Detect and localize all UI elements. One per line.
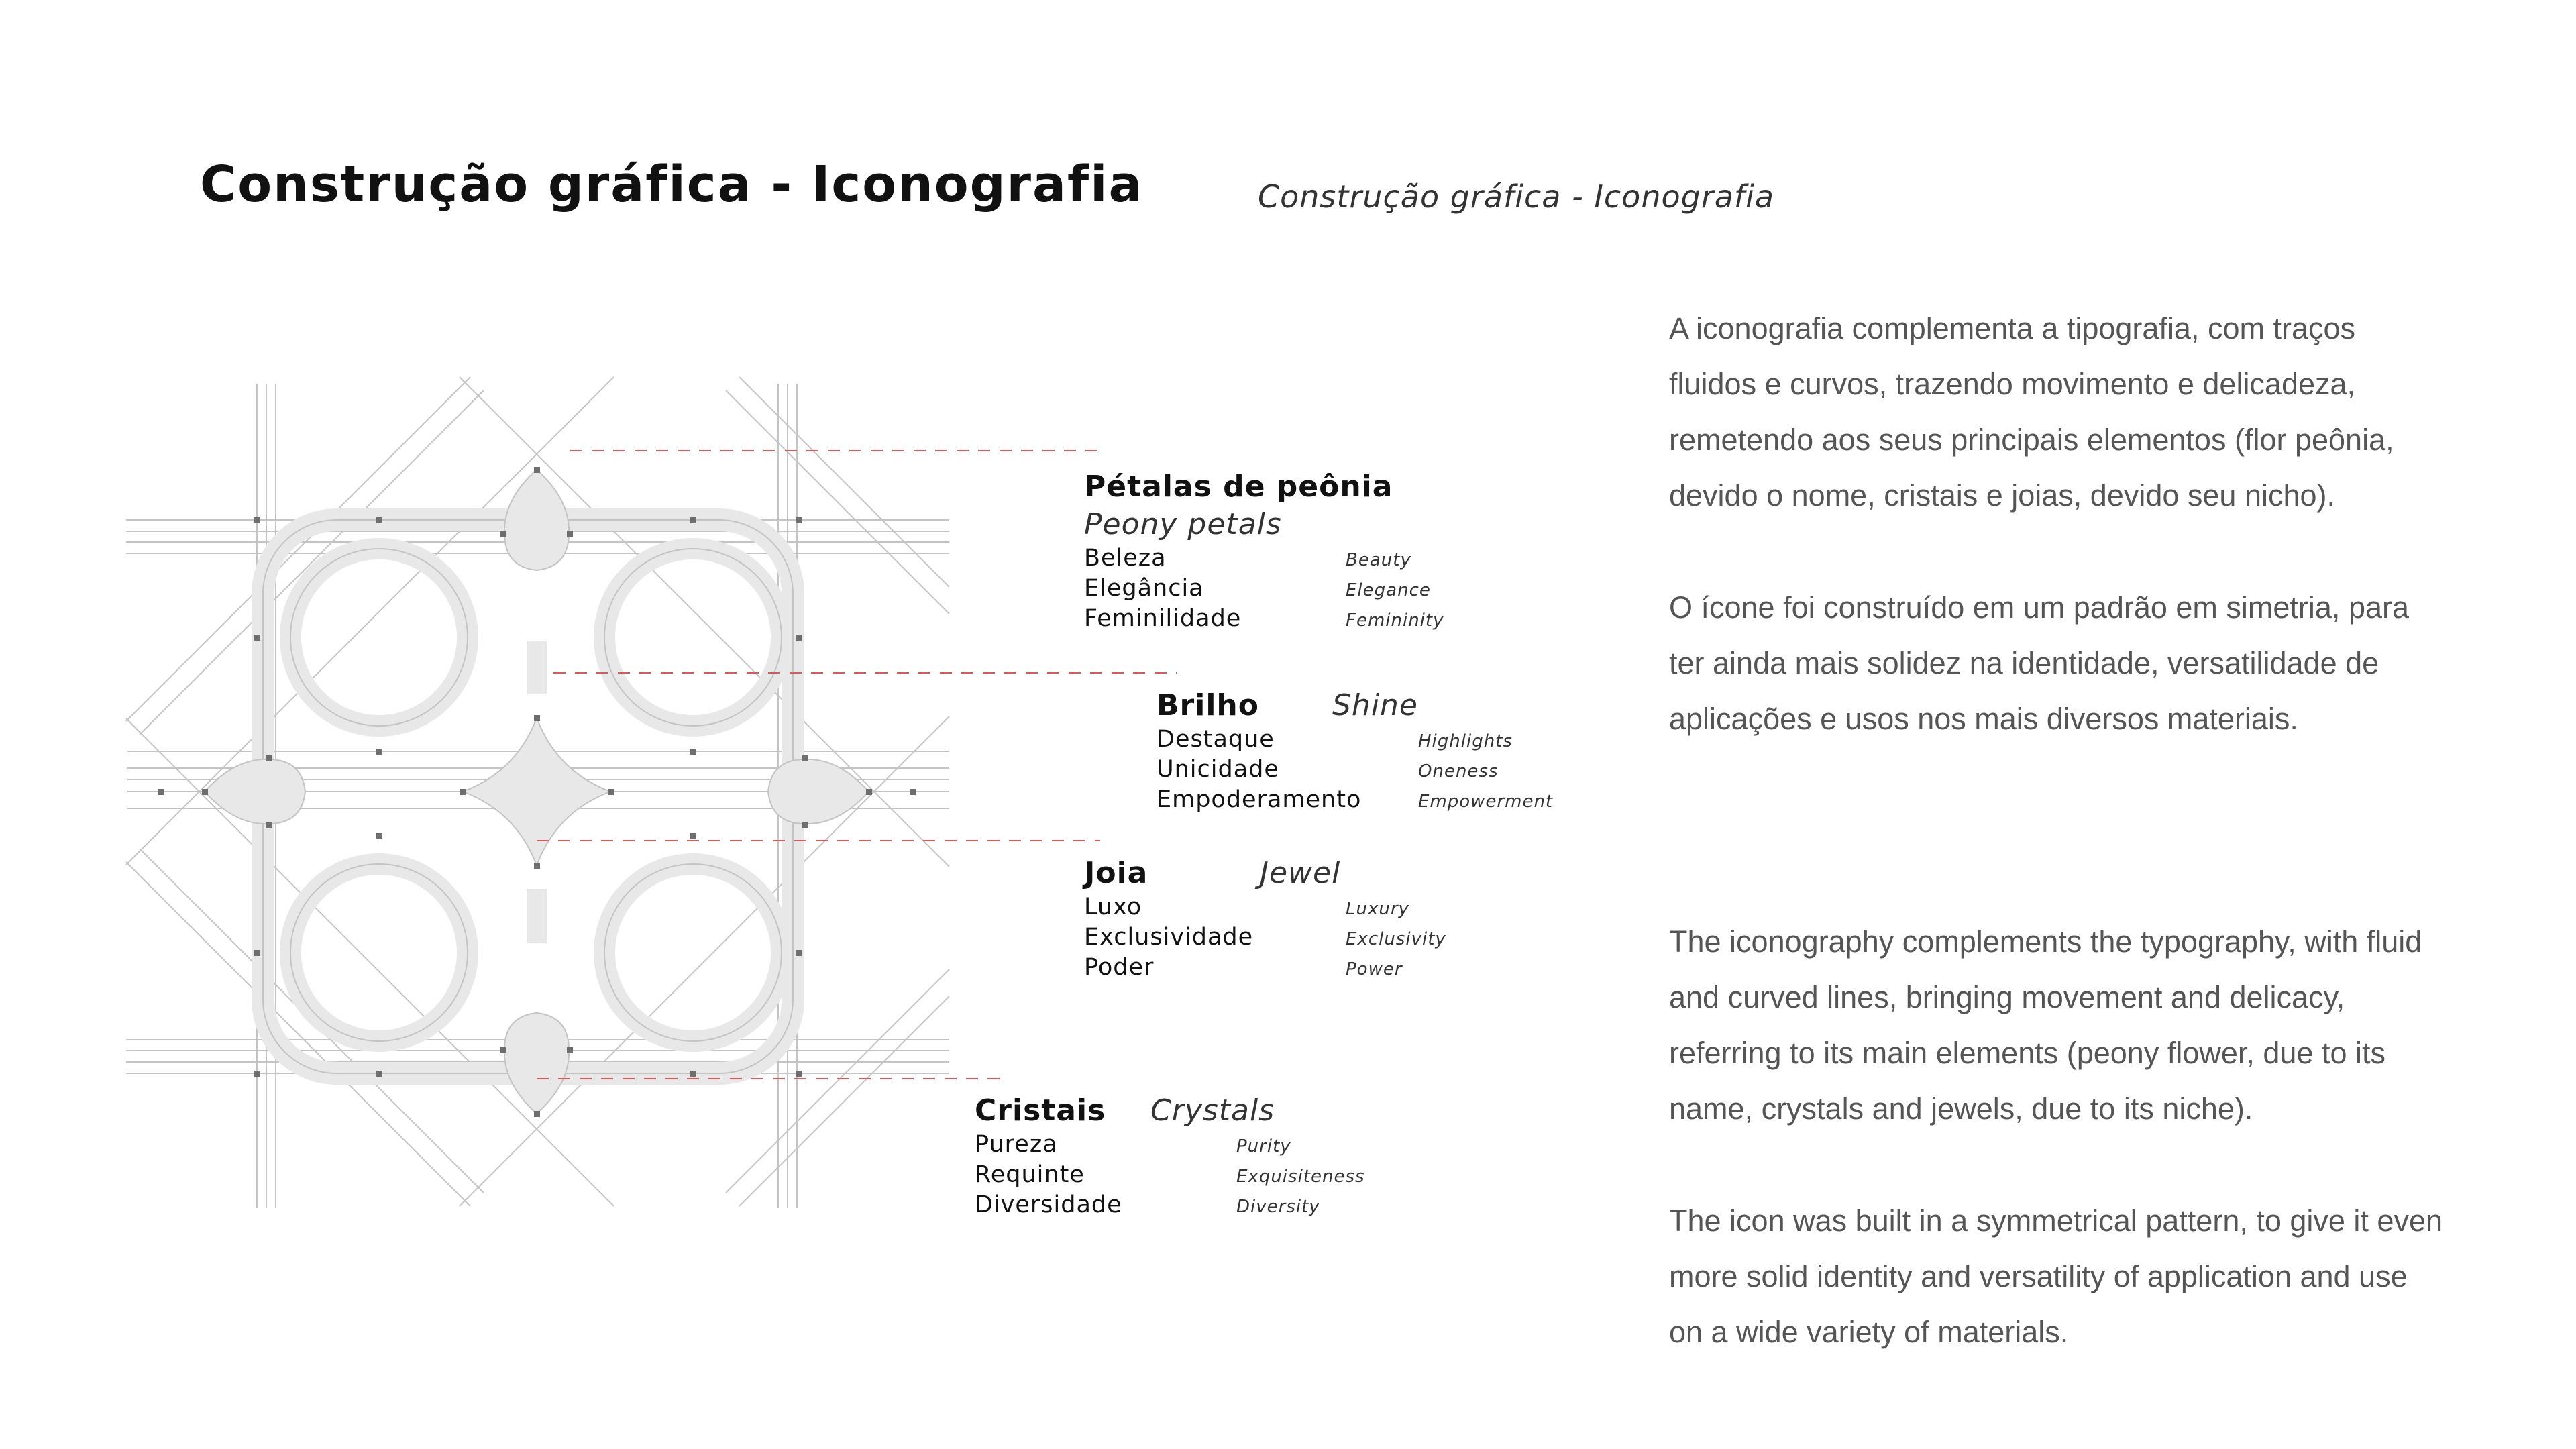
list-item — [1084, 894, 1446, 924]
annotation-title-en: Crystals — [1150, 1093, 1275, 1128]
annotation-title-pt: Joia — [1084, 856, 1148, 890]
guide-lines — [537, 451, 1177, 1079]
item-pt: Luxo — [1084, 894, 1142, 920]
list-item — [975, 1191, 1365, 1222]
list-item — [1157, 756, 1553, 786]
annotation-shine — [1157, 688, 1553, 816]
description-pt-1: A iconografia complementa a tipografia, com traços fluidos e curvos, trazendo movimento e delicadeza, remetendo aos seus principais elementos (flor peônia, devido o nome, cristais e joias, devido seu nicho). — [1669, 311, 2394, 513]
page-subtitle: Construção gráfica - Iconografia — [1258, 178, 1775, 215]
item-pt: Feminilidade — [1084, 605, 1242, 632]
annotation-title-pt: Cristais — [975, 1093, 1106, 1128]
item-en: Oneness — [1418, 761, 1499, 782]
item-pt: Poder — [1084, 954, 1155, 981]
item-en: Exclusivity — [1346, 929, 1446, 949]
list-item — [1084, 924, 1446, 954]
item-pt: Empoderamento — [1157, 786, 1362, 813]
list-item — [975, 1161, 1365, 1191]
description-en-2: The icon was built in a symmetrical pattern, to give it even more solid identity and versatility of application and use on a wide variety of materials. — [1669, 1203, 2443, 1349]
annotation-peony-petals — [1084, 470, 1444, 635]
icon-shape — [205, 470, 869, 1114]
item-pt: Beleza — [1084, 545, 1167, 572]
item-en: Luxury — [1346, 899, 1409, 919]
list-item — [1157, 786, 1553, 816]
item-en: Elegance — [1346, 580, 1431, 600]
item-en: Diversity — [1236, 1197, 1320, 1217]
list-item — [1084, 605, 1444, 635]
item-pt: Requinte — [975, 1161, 1085, 1188]
annotation-title-en: Jewel — [1260, 856, 1341, 890]
item-pt: Exclusividade — [1084, 924, 1254, 951]
annotation-crystals — [975, 1093, 1365, 1222]
item-en: Highlights — [1418, 731, 1513, 751]
annotation-title-pt: Pétalas de peônia — [1084, 470, 1393, 504]
annotation-title-en: Peony petals — [1084, 507, 1282, 541]
item-en: Power — [1346, 959, 1403, 979]
annotation-title-en: Shine — [1332, 688, 1418, 722]
item-pt: Destaque — [1157, 726, 1275, 753]
list-item — [1157, 726, 1553, 756]
item-pt: Diversidade — [975, 1191, 1122, 1218]
list-item — [975, 1131, 1365, 1161]
list-item — [1084, 954, 1446, 984]
description-en-1: The iconography complements the typography, with fluid and curved lines, bringing movement and delicacy, referring to its main elements (peony flower, due to its name, crystals and jewels, due to its niche). — [1669, 924, 2422, 1126]
item-en: Beauty — [1346, 550, 1411, 570]
item-en: Femininity — [1346, 610, 1444, 631]
item-pt: Unicidade — [1157, 756, 1279, 783]
annotation-title-pt: Brilho — [1157, 688, 1259, 722]
item-en: Empowerment — [1418, 792, 1554, 812]
item-pt: Pureza — [975, 1131, 1058, 1158]
item-en: Exquisiteness — [1236, 1167, 1365, 1187]
list-item — [1084, 575, 1444, 605]
page-title: Construção gráfica - Iconografia — [200, 156, 1144, 213]
item-en: Purity — [1236, 1136, 1291, 1157]
item-pt: Elegância — [1084, 575, 1204, 602]
list-item — [1084, 545, 1444, 575]
annotation-jewel — [1084, 856, 1446, 984]
description-pt-2: O ícone foi construído em um padrão em simetria, para ter ainda mais solidez na identidade, versatilidade de aplicações e usos nos mais diversos materiais. — [1669, 590, 2410, 736]
